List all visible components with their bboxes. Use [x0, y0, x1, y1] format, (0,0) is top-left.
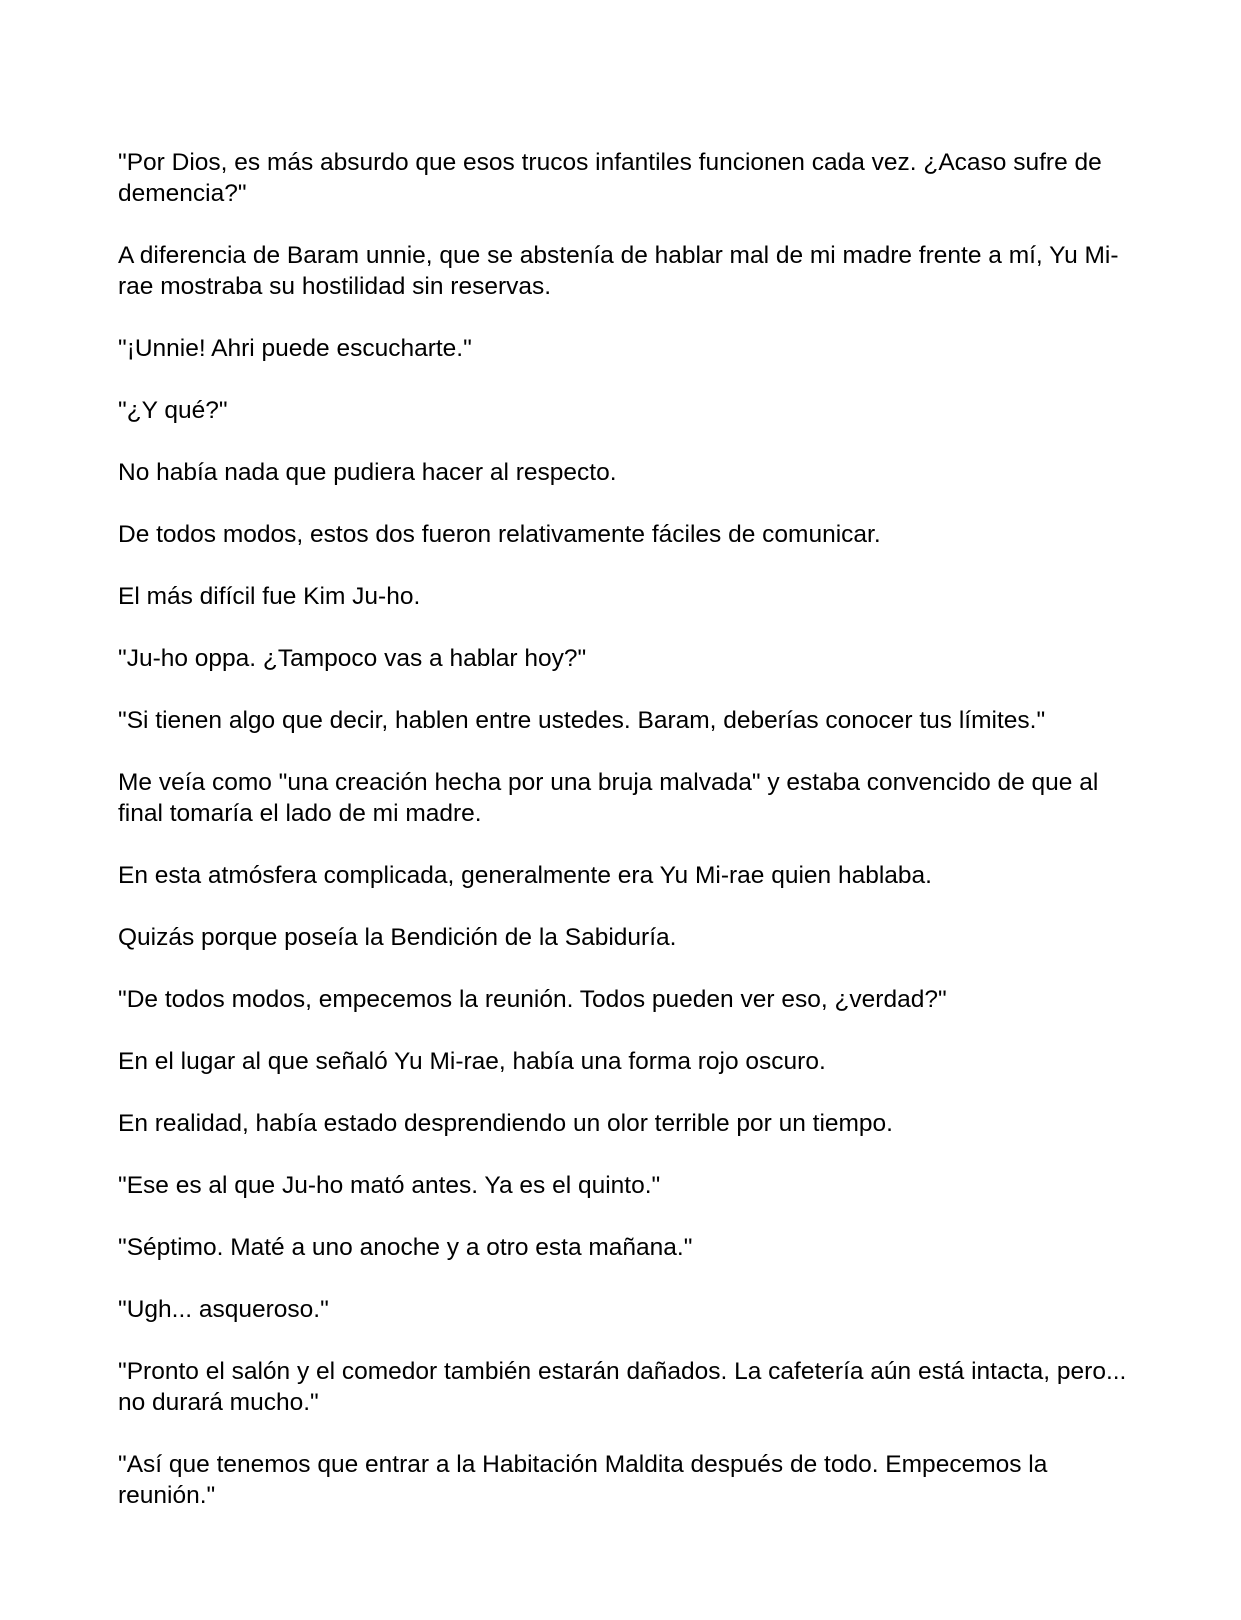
- paragraph-9: "Si tienen algo que decir, hablen entre ustedes. Baram, deberías conocer tus límites.": [118, 707, 1046, 734]
- paragraph-19: "Pronto el salón y el comedor también estarán dañados. La cafetería aún está intacta, pero... no durará mucho.": [118, 1358, 1127, 1416]
- paragraph-11: En esta atmósfera complicada, generalmente era Yu Mi-rae quien hablaba.: [118, 862, 932, 889]
- paragraph-16: "Ese es al que Ju-ho mató antes. Ya es el quinto.": [118, 1172, 661, 1199]
- paragraph-12: Quizás porque poseía la Bendición de la Sabiduría.: [118, 924, 677, 951]
- paragraph-20: "Así que tenemos que entrar a la Habitación Maldita después de todo. Empecemos la reunión.": [118, 1451, 1048, 1509]
- paragraph-10: Me veía como "una creación hecha por una bruja malvada" y estaba convencido de que al final tomaría el lado de mi madre.: [118, 769, 1099, 827]
- paragraph-4: "¿Y qué?": [118, 397, 228, 424]
- paragraph-1: "Por Dios, es más absurdo que esos trucos infantiles funcionen cada vez. ¿Acaso sufre de demencia?": [118, 149, 1102, 207]
- paragraph-13: "De todos modos, empecemos la reunión. Todos pueden ver eso, ¿verdad?": [118, 986, 947, 1013]
- paragraph-6: De todos modos, estos dos fueron relativamente fáciles de comunicar.: [118, 521, 881, 548]
- paragraph-15: En realidad, había estado desprendiendo un olor terrible por un tiempo.: [118, 1110, 893, 1137]
- paragraph-17: "Séptimo. Maté a uno anoche y a otro esta mañana.": [118, 1234, 693, 1261]
- paragraph-5: No había nada que pudiera hacer al respecto.: [118, 459, 617, 486]
- text-body: [118, 147, 1128, 1542]
- paragraph-2: A diferencia de Baram unnie, que se abstenía de hablar mal de mi madre frente a mí, Yu Mi-rae mostraba su hostilidad sin reservas.: [118, 242, 1119, 300]
- paragraph-3: "¡Unnie! Ahri puede escucharte.": [118, 335, 472, 362]
- paragraph-14: En el lugar al que señaló Yu Mi-rae, había una forma rojo oscuro.: [118, 1048, 826, 1075]
- paragraph-7: El más difícil fue Kim Ju-ho.: [118, 583, 421, 610]
- paragraph-8: "Ju-ho oppa. ¿Tampoco vas a hablar hoy?": [118, 645, 587, 672]
- paragraph-18: "Ugh... asqueroso.": [118, 1296, 329, 1323]
